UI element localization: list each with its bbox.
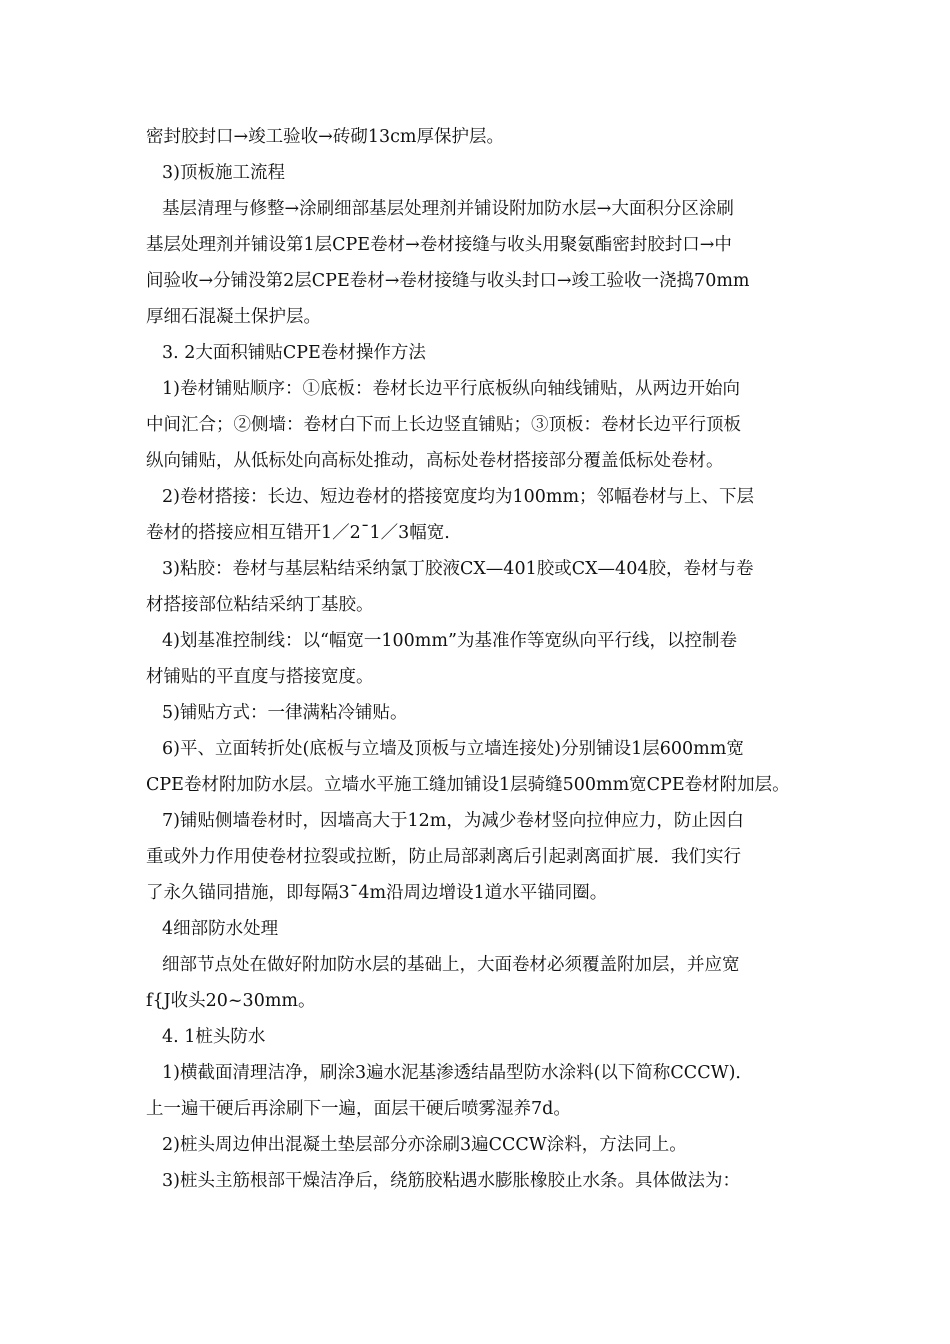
- text-line: CPE卷材附加防水层。立墙水平施工缝加铺设1层骑缝500mm宽CPE卷材附加层。: [146, 775, 790, 795]
- text-line: 上一遍干硬后再涂刷下一遍，面层干硬后喷雾湿养7d。: [146, 1099, 571, 1119]
- text-line: 1)横截面清理洁净，刷涂3遍水泥基渗透结晶型防水涂料(以下简称CCCW)．: [162, 1063, 753, 1083]
- text-line: 厚细石混凝土保护层。: [146, 307, 321, 327]
- text-line: 1)卷材铺贴顺序：①底板：卷材长边平行底板纵向轴线铺贴，从两边开始向: [162, 379, 740, 399]
- text-line: 基层处理剂并铺设第1层CPE卷材→卷材接缝与收头用聚氨酯密封胶封口→中: [146, 235, 732, 255]
- section-heading: 4. 1桩头防水: [162, 1027, 266, 1047]
- section-heading: 4细部防水处理: [162, 919, 279, 939]
- text-line: 间验收→分铺没第2层CPE卷材→卷材接缝与收头封口→竣工验收一浇捣70mm: [146, 271, 750, 291]
- text-line: 2)卷材搭接：长边、短边卷材的搭接宽度均为100mm；邻幅卷材与上、下层: [162, 487, 755, 507]
- text-line: 基层清理与修整→涂刷细部基层处理剂并铺设附加防水层→大面积分区涂刷: [162, 199, 734, 219]
- text-line: 3)粘胶：卷材与基层粘结采纳氯丁胶液CX—401胶或CX—404胶，卷材与卷: [162, 559, 754, 579]
- section-heading: 3)顶板施工流程: [162, 163, 285, 183]
- text-line: 细部节点处在做好附加防水层的基础上，大面卷材必须覆盖附加层，并应宽: [162, 955, 740, 975]
- text-line: 密封胶封口→竣工验收→砖砌13cm厚保护层。: [146, 127, 504, 147]
- text-line: 4)划基准控制线：以“幅宽一100mm”为基准作等宽纵向平行线，以控制卷: [162, 631, 737, 651]
- text-line: 6)平、立面转折处(底板与立墙及顶板与立墙连接处)分别铺设1层600mm宽: [162, 739, 744, 759]
- text-line: 7)铺贴侧墙卷材时，因墙高大于12m，为减少卷材竖向拉伸应力，防止因白: [162, 811, 744, 831]
- text-line: 5)铺贴方式：一律满粘冷铺贴。: [162, 703, 408, 723]
- text-line: 2)桩头周边伸出混凝土垫层部分亦涂刷3遍CCCW涂料，方法同上。: [162, 1135, 687, 1155]
- text-line: 重或外力作用使卷材拉裂或拉断，防止局部剥离后引起剥离面扩展．我们实行: [146, 847, 741, 867]
- text-line: 中间汇合；②侧墙：卷材白下而上长边竖直铺贴；③顶板：卷材长边平行顶板: [146, 415, 741, 435]
- text-line: 材搭接部位粘结采纳丁基胶。: [146, 595, 374, 615]
- text-line: 3)桩头主筋根部干燥洁净后，绕筋胶粘遇水膨胀橡胶止水条。具体做法为：: [162, 1171, 740, 1191]
- text-line: 材铺贴的平直度与搭接宽度。: [146, 667, 374, 687]
- text-line: 卷材的搭接应相互错开1／2¯1／3幅宽.: [146, 523, 450, 543]
- text-line: 纵向铺贴，从低标处向高标处推动，高标处卷材搭接部分覆盖低标处卷材。: [146, 451, 724, 471]
- section-heading: 3. 2大面积铺贴CPE卷材操作方法: [162, 343, 426, 363]
- text-line: 了永久锚同措施，即每隔3¯4m沿周边增设1道水平锚同圈。: [146, 883, 608, 903]
- text-line: f{J收头20~30mm。: [146, 991, 316, 1011]
